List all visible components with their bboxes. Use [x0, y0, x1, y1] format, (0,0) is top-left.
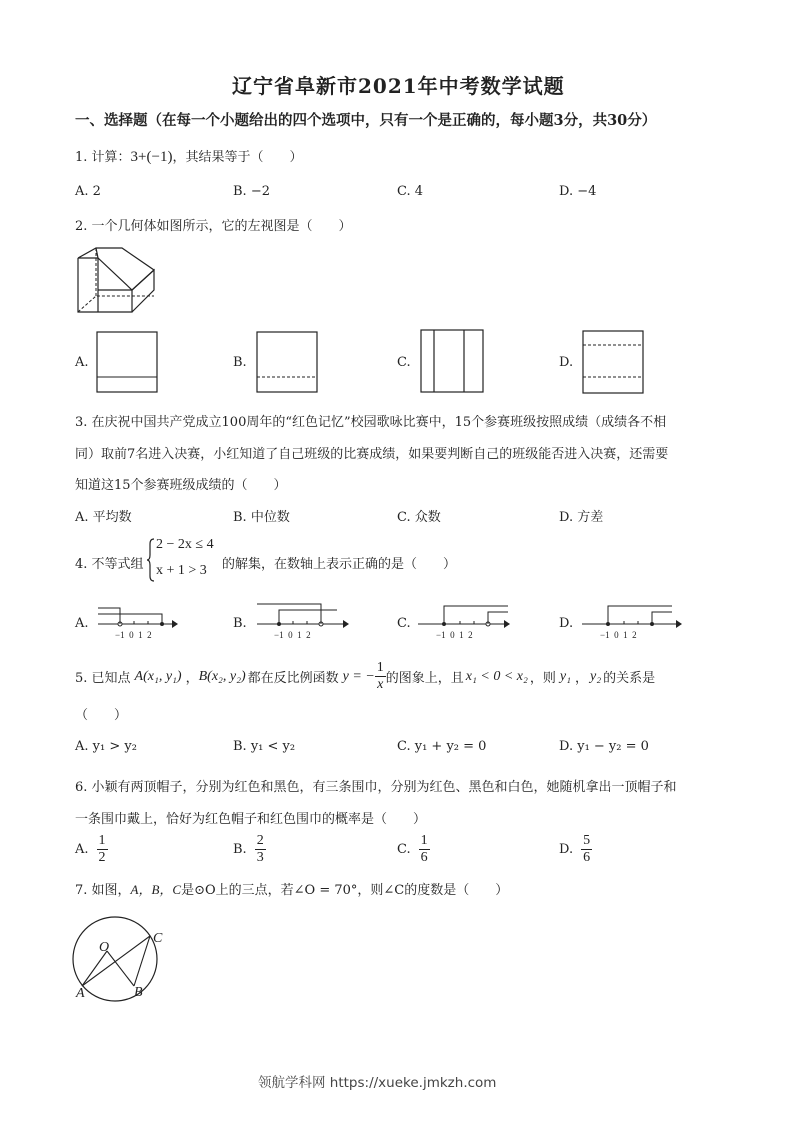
q5-function-lhs: y = −: [342, 668, 375, 684]
q1-expression: 3+(−1): [130, 149, 173, 165]
q5-text-e: 的关系是: [603, 671, 656, 686]
fraction-numerator: 1: [420, 833, 428, 848]
q5-point-a: A(x₁, y₁): [134, 668, 182, 684]
q5-y2: y₂: [589, 668, 602, 684]
q7-label-c: C: [153, 931, 163, 946]
footer-watermark: 领航学科网 https://xueke.jmkzh.com: [258, 1075, 497, 1091]
q6-option-d-label: D.: [559, 842, 574, 857]
q5-condition: x₁ < 0 < x₂: [465, 668, 528, 684]
q4-prefix: 4. 不等式组: [75, 557, 144, 572]
q5-func-num: 1: [376, 660, 384, 675]
q6-option-c: [397, 833, 430, 866]
q6-option-c-label: C.: [397, 842, 411, 857]
q7-points: A，B，C: [130, 882, 182, 897]
tick-label: −1: [274, 630, 284, 640]
tick-label: 1: [459, 630, 464, 640]
tick-label: 0: [129, 630, 134, 640]
q7-label-o: O: [99, 940, 110, 955]
question-5: 5. 已知点 A(x₁, y₁) ， B(x₂, y₂) 都在反比例函数 y = − $\frac{1}{x}$ 的图象上，且 x₁ < 0 < x₂ ，则 y₁ ， y₂ 的关系是: [75, 660, 656, 692]
q5-text-a: 5. 已知点: [75, 671, 131, 686]
q4-option-d-ticks: [600, 630, 637, 640]
tick-label: 1: [297, 630, 302, 640]
q6-option-b-label: B.: [233, 842, 247, 857]
q4-inequality-1: 2 − 2x ≤ 4: [156, 537, 214, 552]
fraction-denominator: 6: [420, 850, 428, 865]
tick-label: 2: [632, 630, 637, 640]
fraction-numerator: 2: [256, 833, 264, 848]
page-title: 辽宁省阜新市2021年中考数学试题: [232, 74, 565, 98]
tick-label: 2: [306, 630, 311, 640]
q4-option-b-label: B.: [233, 616, 247, 631]
q5-option-b: B. y₁ < y₂: [233, 739, 296, 754]
q2-option-c-figure: [420, 329, 484, 393]
q1-prefix: 1. 计算：: [75, 150, 131, 165]
fraction-numerator: 5: [583, 833, 591, 848]
q4-option-c-ticks: [436, 630, 473, 640]
tick-label: 2: [147, 630, 152, 640]
q2-option-a-figure: [96, 331, 158, 393]
q3-option-c: C. 众数: [397, 510, 441, 525]
q1-option-c: C. 4: [397, 184, 424, 199]
q1-option-b: B. −2: [233, 184, 270, 199]
question-3-line-1: 3. 在庆祝中国共产党成立100周年的“红色记忆”校园歌咏比赛中，15个参赛班级按照成绩（成绩各不相: [75, 415, 667, 430]
q2-option-b-label: B.: [233, 355, 247, 370]
q5-y1: y₁: [559, 668, 571, 684]
q5-func-den: x: [377, 677, 384, 692]
q7-label-b: B: [134, 985, 143, 1000]
question-3-line-2: 同）取前7名进入决赛，小红知道了自己班级的比赛成绩，如果要判断自己的班级能否进入决赛，还需要: [75, 447, 669, 462]
tick-label: −1: [115, 630, 125, 640]
tick-label: −1: [600, 630, 610, 640]
question-6-line-2: 一条围巾戴上，恰好为红色帽子和红色围巾的概率是（ ）: [75, 812, 427, 827]
fraction-denominator: 6: [583, 850, 591, 865]
fraction-denominator: 3: [256, 850, 264, 865]
q6-option-a-label: A.: [75, 842, 89, 857]
q5-point-b: B(x₂, y₂): [198, 668, 246, 684]
section-heading: 一、选择题（在每一个小题给出的四个选项中，只有一个是正确的，每小题3分，共30分）: [75, 112, 657, 129]
question-6-line-1: 6. 小颖有两顶帽子，分别为红色和黑色，有三条围巾，分别为红色、黑色和白色，她随机拿出一顶帽子和: [75, 780, 677, 795]
tick-label: 0: [450, 630, 455, 640]
q2-option-d-label: D.: [559, 355, 574, 370]
tick-label: 1: [138, 630, 143, 640]
fraction-numerator: 1: [98, 833, 106, 848]
q4-suffix: 的解集，在数轴上表示正确的是（ ）: [222, 557, 457, 572]
q5-paren: （ ）: [75, 708, 128, 723]
q6-option-d-fraction: [581, 833, 592, 866]
tick-label: 0: [288, 630, 293, 640]
q2-option-d-figure: [582, 330, 644, 394]
q7-text-a: 7. 如图，: [75, 883, 131, 898]
q3-option-b: B. 中位数: [233, 510, 290, 525]
q5-text-b: 都在反比例函数: [247, 671, 339, 686]
q5-text-c: 的图象上，且: [385, 671, 464, 686]
q4-option-b-ticks: [274, 630, 311, 640]
tick-label: 0: [614, 630, 619, 640]
q4-brace-icon: [146, 538, 156, 582]
q7-text-c: 是⊙O上的三点，若∠O = 70°，则∠C的度数是（ ）: [181, 883, 509, 898]
tick-label: 2: [468, 630, 473, 640]
question-3-line-3: 知道这15个参赛班级成绩的（ ）: [75, 478, 287, 493]
q6-option-b: [233, 833, 266, 866]
q2-option-b-figure: [256, 331, 318, 393]
q4-option-a-ticks: [115, 630, 152, 640]
q2-option-a-label: A.: [75, 355, 89, 370]
q5-function-fraction: [375, 660, 386, 693]
q3-option-a: A. 平均数: [75, 510, 132, 525]
q4-option-a-label: A.: [75, 616, 89, 631]
q3-option-d: D. 方差: [559, 510, 604, 525]
q5-option-d: D. y₁ − y₂ = 0: [559, 739, 649, 754]
q7-label-a: A: [76, 986, 85, 1001]
q5-option-c: C. y₁ + y₂ = 0: [397, 739, 487, 754]
q1-suffix: ，其结果等于（ ）: [172, 150, 303, 165]
q6-option-b-fraction: [255, 833, 266, 866]
q6-option-a: [75, 833, 108, 866]
question-7: [75, 879, 508, 898]
q2-option-c-label: C.: [397, 355, 411, 370]
fraction-denominator: 2: [98, 850, 106, 865]
q2-solid-figure: [74, 244, 158, 314]
q4-inequality-2: x + 1 > 3: [156, 563, 207, 578]
tick-label: 1: [623, 630, 628, 640]
question-2: 2. 一个几何体如图所示，它的左视图是（ ）: [75, 219, 352, 234]
q5-text-d: ，则: [529, 671, 556, 686]
q6-option-a-fraction: [97, 833, 108, 866]
q6-option-d: [559, 833, 592, 866]
q4-option-c-label: C.: [397, 616, 411, 631]
q4-option-d-label: D.: [559, 616, 574, 631]
q5-option-a: A. y₁ > y₂: [75, 739, 137, 754]
q6-option-c-fraction: [419, 833, 430, 866]
question-1: [75, 146, 302, 166]
q1-option-d: D. −4: [559, 184, 597, 199]
q1-option-a: A. 2: [75, 184, 101, 199]
tick-label: −1: [436, 630, 446, 640]
